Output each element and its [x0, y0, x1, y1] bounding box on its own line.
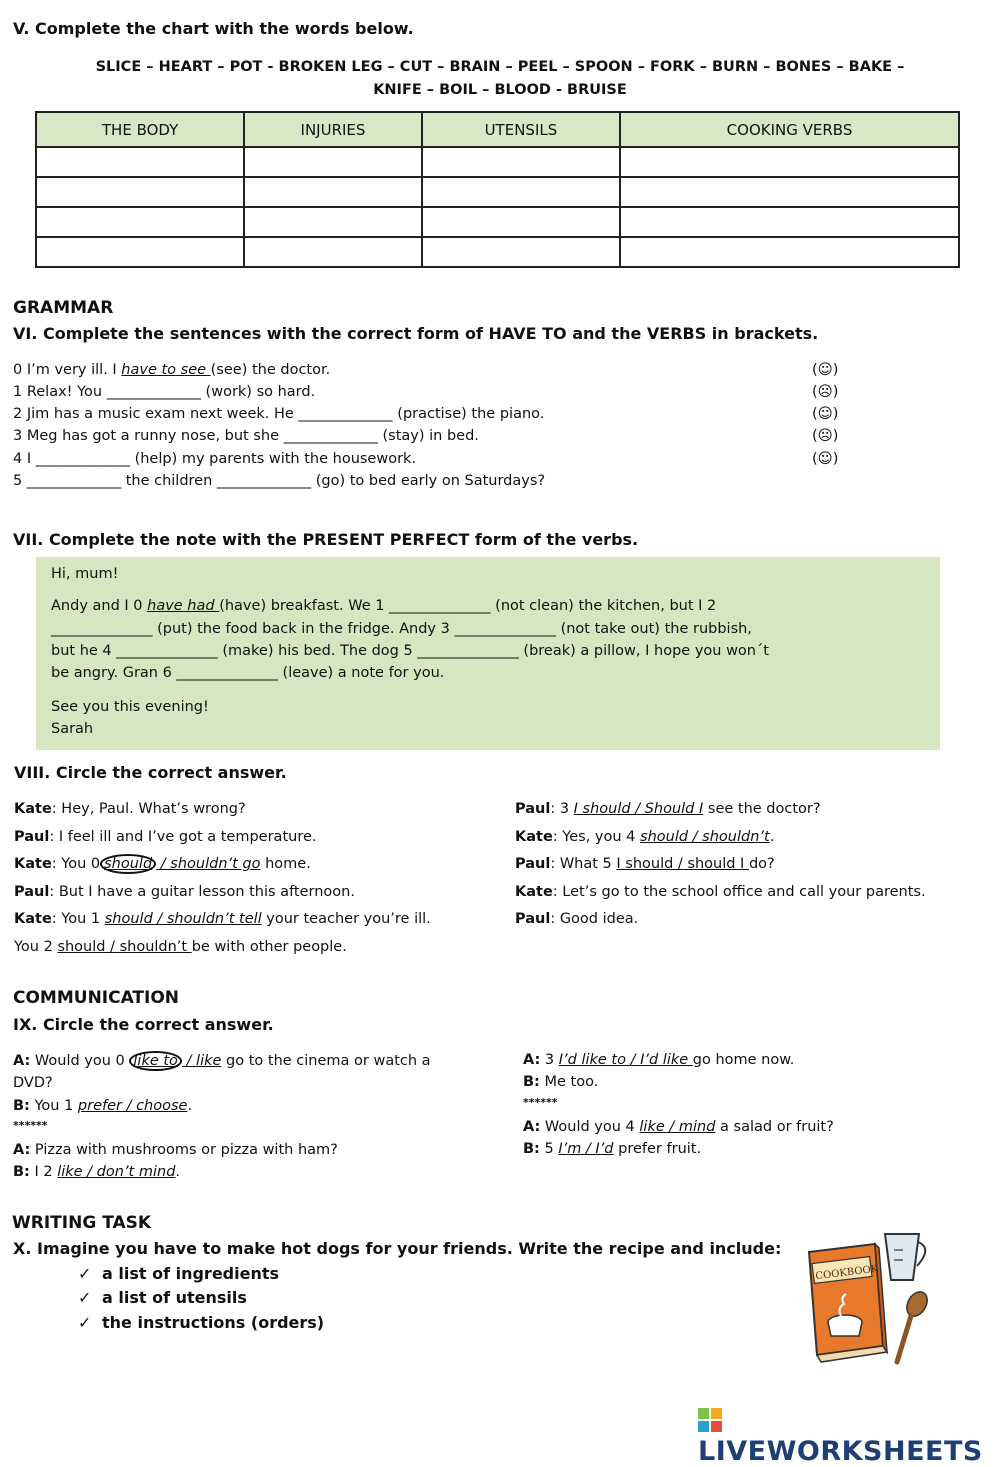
- note-line-4[interactable]: be angry. Gran 6 ______________ (leave) a note for you.: [51, 665, 445, 681]
- checklist-label: a list of utensils: [102, 1288, 247, 1307]
- smile-face-icon: (☺): [812, 362, 839, 378]
- dialogue-text: : Yes, you 4: [552, 829, 641, 845]
- answer-choice[interactable]: I should / should I: [616, 856, 749, 872]
- speaker-paul: Paul: [14, 829, 50, 845]
- chart-cell[interactable]: [422, 177, 620, 207]
- answer-choice[interactable]: like / mind: [639, 1119, 716, 1135]
- sentence-3[interactable]: 3 Meg has got a runny nose, but she _____________ (stay) in bed.: [13, 428, 479, 444]
- circled-example-answer: like to: [129, 1051, 182, 1071]
- answer-choice[interactable]: I’m / I’d: [558, 1141, 614, 1157]
- speaker-kate: Kate: [515, 884, 553, 900]
- note-line-1-suffix: (have) breakfast. We 1 ______________ (not clean) the kitchen, but I 2: [219, 598, 717, 614]
- chart-header-cooking-verbs: COOKING VERBS: [620, 112, 959, 147]
- dialogue-text: see the doctor?: [703, 801, 821, 817]
- checkmark-icon: ✓: [78, 1264, 92, 1283]
- speaker-paul: Paul: [14, 884, 50, 900]
- sad-face-icon: (☹): [812, 384, 839, 400]
- dialogue-text: .: [175, 1164, 181, 1180]
- note-line-1-prefix: Andy and I 0: [51, 598, 148, 614]
- dialogue-text: You 2: [14, 939, 58, 955]
- dialogue-line: DVD?: [13, 1075, 53, 1091]
- liveworksheets-logo-icon: [698, 1408, 722, 1432]
- section-7-title: VII. Complete the note with the PRESENT PERFECT form of the verbs.: [13, 530, 639, 549]
- dialogue-line: [515, 829, 774, 845]
- logo-text: LIVEWORKSHEETS: [698, 1436, 983, 1467]
- note-line-2[interactable]: ______________ (put) the food back in the fridge. Andy 3 ______________ (not take out) the rubbish,: [51, 621, 752, 637]
- word-bank: [20, 56, 980, 102]
- answer-choice[interactable]: I should / Should I: [573, 801, 704, 817]
- chart-cell[interactable]: [244, 207, 422, 237]
- chart-header-injuries: INJURIES: [244, 112, 422, 147]
- dialogue-text: : What 5: [550, 856, 617, 872]
- dialogue-line: [523, 1119, 834, 1135]
- dialogue-text: : Let’s go to the school office and call your parents.: [552, 884, 926, 900]
- wooden-spoon-icon: [903, 1288, 932, 1320]
- section-10-title: X. Imagine you have to make hot dogs for your friends. Write the recipe and include:: [13, 1239, 782, 1258]
- note-signature: Sarah: [51, 721, 94, 737]
- separator-stars: ******: [13, 1119, 48, 1132]
- dialogue-text: : You 0: [51, 856, 101, 872]
- speaker-paul: Paul: [515, 856, 551, 872]
- vocabulary-chart: [35, 111, 960, 268]
- speaker-b: B:: [523, 1074, 540, 1090]
- dialogue-text: 5: [539, 1141, 559, 1157]
- sentence-5[interactable]: 5 _____________ the children _____________ (go) to bed early on Saturdays?: [13, 473, 546, 489]
- word-bank-line-2: KNIFE – BOIL – BLOOD - BRUISE: [373, 82, 627, 98]
- checklist-item: [78, 1264, 279, 1283]
- note-example-answer: have had: [147, 598, 220, 614]
- cookbook-illustration: [797, 1222, 942, 1367]
- communication-heading: COMMUNICATION: [13, 988, 180, 1008]
- checklist-item: [78, 1313, 324, 1332]
- answer-choice[interactable]: I’d like to / I’d like: [558, 1052, 693, 1068]
- speaker-kate: Kate: [14, 801, 52, 817]
- answer-choice: / shouldn’t go: [156, 856, 261, 872]
- chart-cell[interactable]: [620, 237, 959, 267]
- answer-choice[interactable]: prefer / choose: [77, 1098, 188, 1114]
- answer-choice[interactable]: should / shouldn’t tell: [104, 911, 262, 927]
- dialogue-line: [515, 801, 821, 817]
- checklist-label: a list of ingredients: [102, 1264, 280, 1283]
- dialogue-text: go to the cinema or watch a: [221, 1053, 431, 1069]
- chart-cell[interactable]: [422, 147, 620, 177]
- chart-cell[interactable]: [244, 147, 422, 177]
- sentence-0: [13, 362, 330, 378]
- sad-face-icon: (☹): [812, 428, 839, 444]
- chart-cell[interactable]: [36, 237, 244, 267]
- sentence-1[interactable]: 1 Relax! You _____________ (work) so hard.: [13, 384, 316, 400]
- dialogue-line: [515, 884, 926, 900]
- dialogue-line: [14, 829, 317, 845]
- chart-cell[interactable]: [36, 177, 244, 207]
- grammar-heading: GRAMMAR: [13, 298, 114, 318]
- chart-cell[interactable]: [36, 147, 244, 177]
- speaker-kate: Kate: [14, 856, 52, 872]
- sentence-0-example-answer: have to see: [121, 362, 211, 378]
- chart-cell[interactable]: [620, 147, 959, 177]
- dialogue-text: .: [769, 829, 775, 845]
- chart-header-utensils: UTENSILS: [422, 112, 620, 147]
- chart-cell[interactable]: [244, 177, 422, 207]
- speaker-kate: Kate: [14, 911, 52, 927]
- measuring-jug-icon: [885, 1234, 919, 1280]
- section-5-title: V. Complete the chart with the words below.: [13, 19, 414, 38]
- section-8-title: VIII. Circle the correct answer.: [14, 763, 287, 782]
- answer-choice[interactable]: should / shouldn’t: [640, 829, 770, 845]
- dialogue-text: : But I have a guitar lesson this afternoon.: [49, 884, 355, 900]
- dialogue-text: .: [187, 1098, 193, 1114]
- speaker-paul: Paul: [515, 801, 551, 817]
- section-6-title: VI. Complete the sentences with the correct form of HAVE TO and the VERBS in brackets.: [13, 324, 819, 343]
- speaker-b: B:: [523, 1141, 540, 1157]
- word-bank-line-1: SLICE – HEART – POT - BROKEN LEG – CUT – BRAIN – PEEL – SPOON – FORK – BURN – BONES – BAKE –: [95, 59, 905, 75]
- dialogue-text: Would you 4: [540, 1119, 640, 1135]
- pot-icon: [828, 1322, 862, 1336]
- sentence-0-prefix: 0 I’m very ill. I: [13, 362, 122, 378]
- dialogue-text: be with other people.: [191, 939, 347, 955]
- liveworksheets-logo: [698, 1405, 1000, 1467]
- sentence-0-suffix: (see) the doctor.: [210, 362, 331, 378]
- cookbook-label: COOKBOOK: [814, 1263, 879, 1283]
- speaker-b: B:: [13, 1164, 30, 1180]
- dialogue-line: [13, 1142, 338, 1158]
- dialogue-line: [515, 856, 775, 872]
- note-greeting: Hi, mum!: [51, 566, 119, 582]
- note-line-1[interactable]: [51, 598, 716, 614]
- speaker-a: A:: [523, 1119, 541, 1135]
- sentence-2[interactable]: 2 Jim has a music exam next week. He _____________ (practise) the piano.: [13, 406, 545, 422]
- checklist-label: the instructions (orders): [102, 1313, 325, 1332]
- checklist-item: [78, 1288, 247, 1307]
- dialogue-text: Pizza with mushrooms or pizza with ham?: [30, 1142, 338, 1158]
- writing-heading: WRITING TASK: [12, 1213, 152, 1233]
- dialogue-line: [523, 1141, 701, 1157]
- chart-cell[interactable]: [36, 207, 244, 237]
- dialogue-text: I 2: [29, 1164, 58, 1180]
- speaker-a: A:: [13, 1142, 31, 1158]
- dialogue-line: [14, 884, 355, 900]
- chart-cell[interactable]: [422, 207, 620, 237]
- dialogue-line: [14, 911, 431, 927]
- dialogue-line: [14, 856, 311, 872]
- speaker-a: A:: [523, 1052, 541, 1068]
- answer-choice[interactable]: should / shouldn’t: [57, 939, 192, 955]
- answer-choice: / like: [181, 1053, 222, 1069]
- dialogue-text: : 3: [550, 801, 574, 817]
- smile-face-icon: (☺): [812, 406, 839, 422]
- dialogue-text: : I feel ill and I’ve got a temperature.: [49, 829, 317, 845]
- dialogue-line: [13, 1098, 192, 1114]
- checkmark-icon: ✓: [78, 1288, 92, 1307]
- chart-header-body: THE BODY: [36, 112, 244, 147]
- dialogue-text: : Hey, Paul. What’s wrong?: [51, 801, 246, 817]
- dialogue-line: [14, 801, 246, 817]
- section-9-title: IX. Circle the correct answer.: [13, 1015, 274, 1034]
- speaker-b: B:: [13, 1098, 30, 1114]
- chart-cell[interactable]: [620, 177, 959, 207]
- dialogue-text: : Good idea.: [550, 911, 639, 927]
- dialogue-line: [515, 911, 638, 927]
- dialogue-text: Would you 0: [30, 1053, 130, 1069]
- dialogue-text: : You 1: [51, 911, 105, 927]
- separator-stars: ******: [523, 1096, 558, 1109]
- smile-face-icon: (☺): [812, 451, 839, 467]
- dialogue-text: go home now.: [692, 1052, 795, 1068]
- dialogue-text: 3: [540, 1052, 559, 1068]
- chart-cell[interactable]: [244, 237, 422, 267]
- dialogue-text: prefer fruit.: [613, 1141, 702, 1157]
- chart-cell[interactable]: [422, 237, 620, 267]
- dialogue-text: You 1: [29, 1098, 78, 1114]
- dialogue-text: Me too.: [539, 1074, 599, 1090]
- note-line-3[interactable]: but he 4 ______________ (make) his bed. The dog 5 ______________ (break) a pillow, I hope you won´t: [51, 643, 769, 659]
- dialogue-text: do?: [748, 856, 775, 872]
- dialogue-line: [14, 939, 347, 955]
- note-closing: See you this evening!: [51, 699, 209, 715]
- dialogue-line: [13, 1164, 180, 1180]
- checkmark-icon: ✓: [78, 1313, 92, 1332]
- answer-choice[interactable]: like / don’t mind: [57, 1164, 176, 1180]
- speaker-paul: Paul: [515, 911, 551, 927]
- circled-example-answer: should: [100, 854, 156, 874]
- dialogue-line: [13, 1053, 431, 1069]
- sentence-4[interactable]: 4 I _____________ (help) my parents with the housework.: [13, 451, 417, 467]
- speaker-a: A:: [13, 1053, 31, 1069]
- dialogue-text: a salad or fruit?: [715, 1119, 834, 1135]
- speaker-kate: Kate: [515, 829, 553, 845]
- dialogue-line: [523, 1052, 794, 1068]
- dialogue-text: home.: [260, 856, 311, 872]
- dialogue-text: your teacher you’re ill.: [261, 911, 431, 927]
- chart-cell[interactable]: [620, 207, 959, 237]
- dialogue-line: [523, 1074, 598, 1090]
